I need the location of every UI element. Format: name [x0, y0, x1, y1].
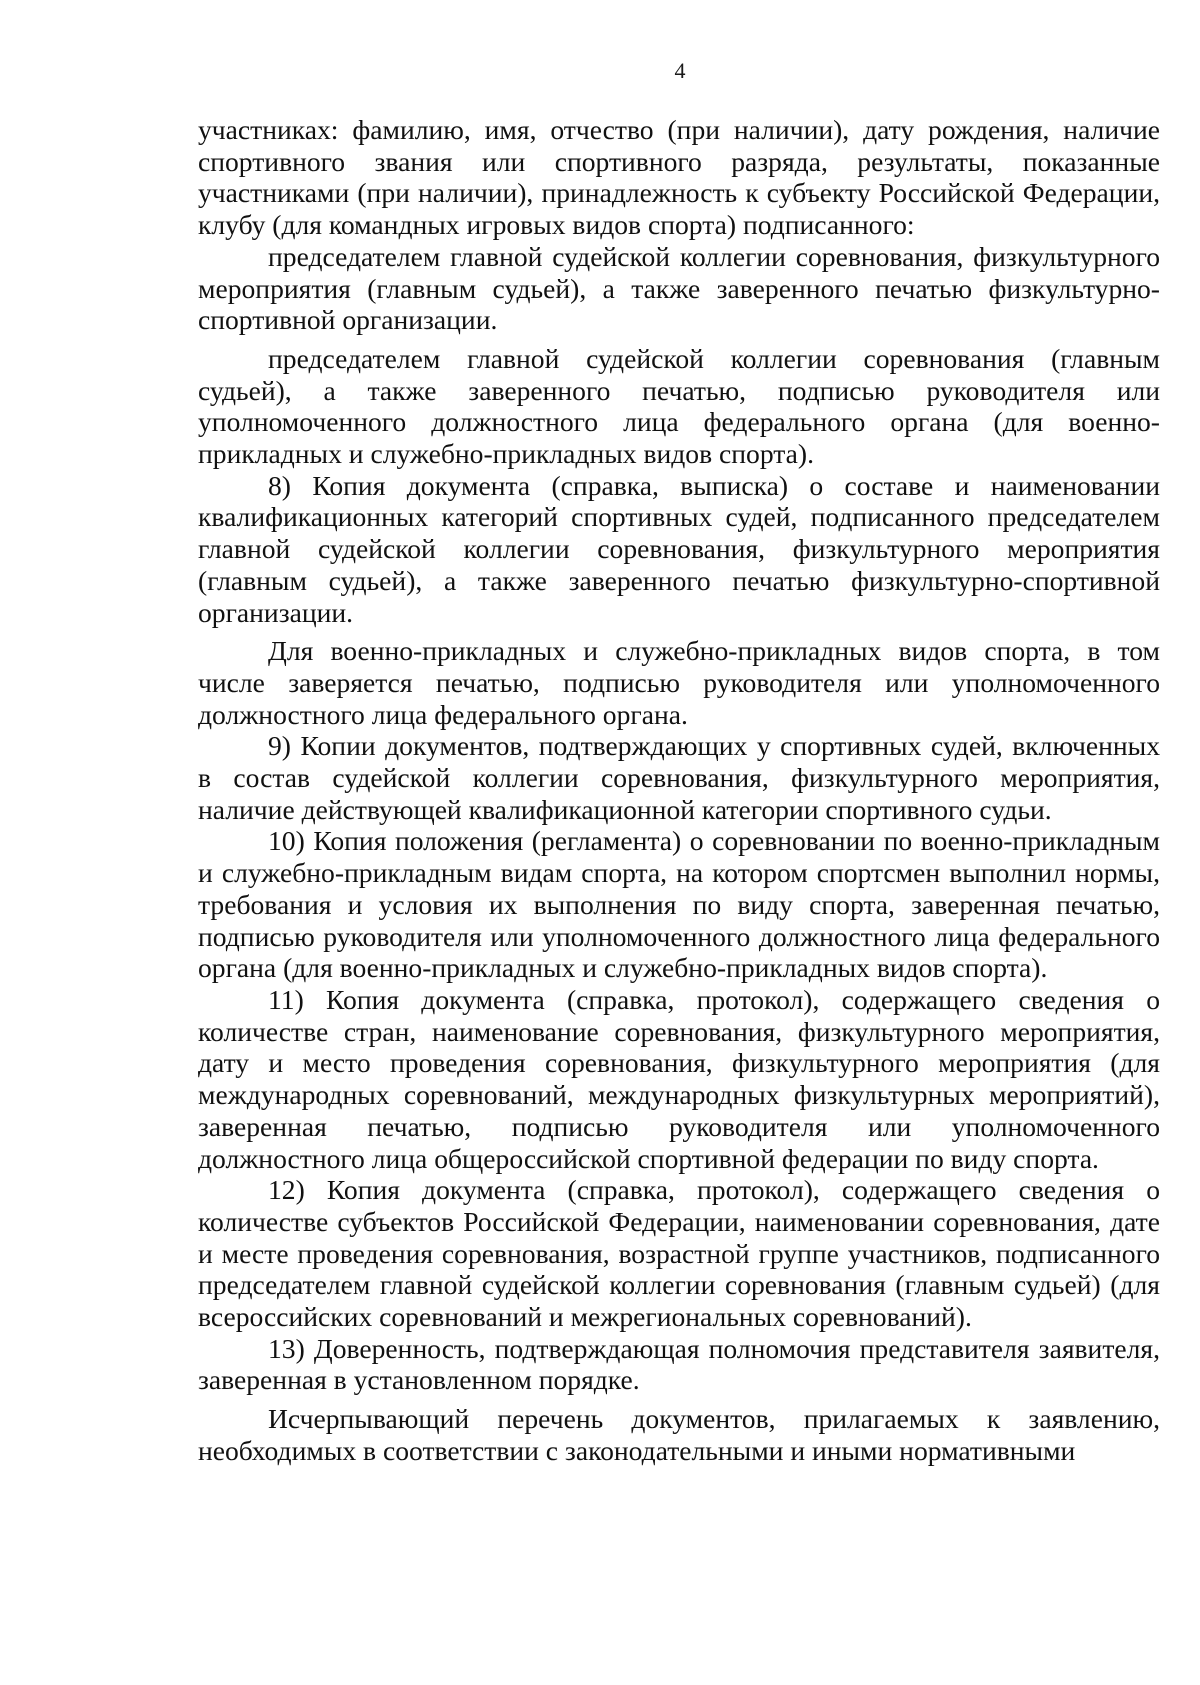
paragraph-item-9: 9) Копии документов, подтверждающих у спортивных судей, включенных в состав судейской коллегии соревнования, физкультурного мероприятия, наличие действующей квалификационной категории спортивного судьи. [198, 730, 1160, 825]
paragraph-item-12: 12) Копия документа (справка, протокол), содержащего сведения о количестве субъектов Российской Федерации, наименовании соревнования, дате и месте проведения соревнования, возрастной группе участников, подписанного председателем главной судейской коллегии соревнования (главным судьей) (для всероссийских соревнований и межрегиональных соревнований). [198, 1174, 1160, 1333]
page-number: 4 [674, 58, 686, 83]
paragraph-participants: участниках: фамилию, имя, отчество (при наличии), дату рождения, наличие спортивного звания или спортивного разряда, результаты, показанные участниками (при наличии), принадлежность к субъекту Российской Федерации, клубу (для командных игровых видов спорта) подписанного: [198, 114, 1160, 241]
paragraph-chairman-federal-body: председателем главной судейской коллегии соревнования (главным судьей), а также заверенного печатью, подписью руководителя или уполномоченного должностного лица федерального органа (для военно-прикладных и служебно-прикладных видов спорта). [198, 342, 1160, 470]
document-body [198, 114, 1160, 1467]
paragraph-item-13: 13) Доверенность, подтверждающая полномочия представителя заявителя, заверенная в установленном порядке. [198, 1332, 1160, 1396]
paragraph-item-8: 8) Копия документа (справка, выписка) о составе и наименовании квалификационных категорий спортивных судей, подписанного председателем главной судейской коллегии соревнования, физкультурного мероприятия (главным судьей), а также заверенного печатью физкультурно-спортивной организации. [198, 469, 1160, 628]
paragraph-item-11: 11) Копия документа (справка, протокол), содержащего сведения о количестве стран, наименование соревнования, физкультурного мероприятия, дату и место проведения соревнования, физкультурного мероприятия (для международных соревнований, международных физкультурных мероприятий), заверенная печатью, подписью руководителя или уполномоченного должностного лица общероссийской спортивной федерации по виду спорта. [198, 983, 1160, 1174]
paragraph-item-10: 10) Копия положения (регламента) о соревновании по военно-прикладным и служебно-прикладным видам спорта, на котором спортсмен выполнил нормы, требования и условия их выполнения по виду спорта, заверенная печатью, подписью руководителя или уполномоченного должностного лица федерального органа (для военно-прикладных и служебно-прикладных видов спорта). [198, 825, 1160, 984]
paragraph-military-applied: Для военно-прикладных и служебно-прикладных видов спорта, в том числе заверяется печатью, подписью руководителя или уполномоченного должностного лица федерального органа. [198, 635, 1160, 730]
paragraph-chairman-sports-org: председателем главной судейской коллегии соревнования, физкультурного мероприятия (главным судьей), а также заверенного печатью физкультурно-спортивной организации. [198, 240, 1160, 336]
paragraph-exhaustive-list: Исчерпывающий перечень документов, прилагаемых к заявлению, необходимых в соответствии с законодательными и иными нормативными [198, 1403, 1160, 1466]
